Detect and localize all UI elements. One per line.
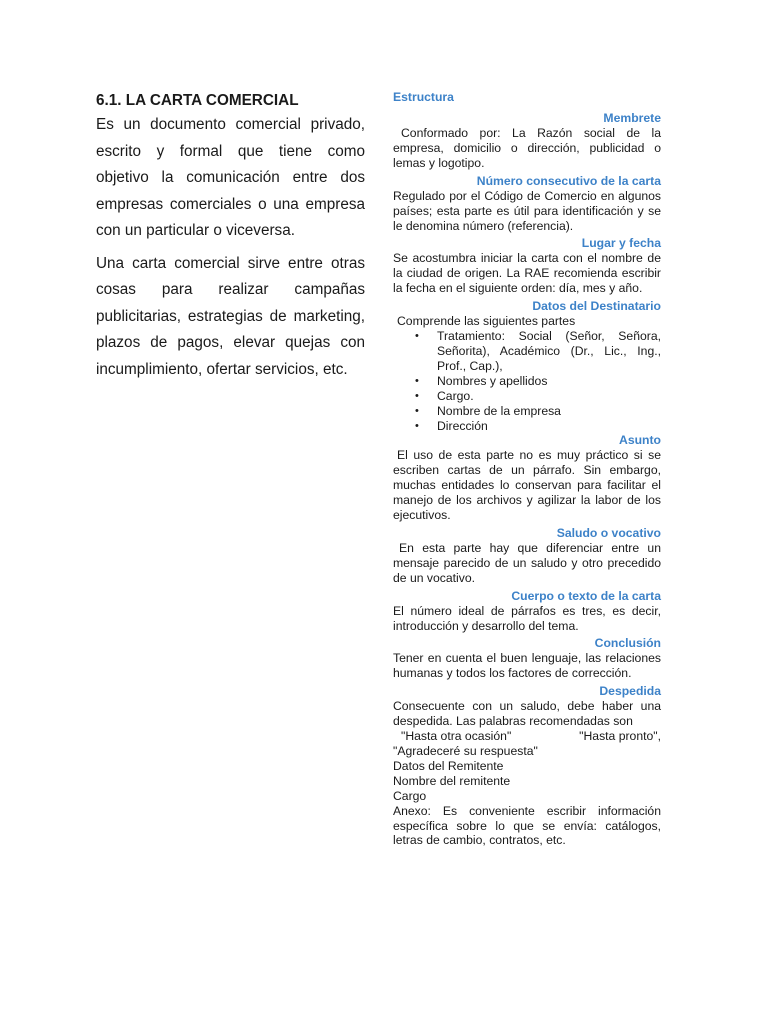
section-text-cuerpo: El número ideal de párrafos es tres, es decir, introducción y desarrollo del tema. (393, 603, 661, 633)
section-text-asunto: El uso de esta parte no es muy práctico si se escriben cartas de un párrafo. Sin embargo, muchas entidades lo conservan para facilitar el manejo de los archivos y agilizar la labor de los ejecutivos. (393, 448, 661, 523)
closing-line: Datos del Remitente (393, 758, 504, 773)
closing-line: Cargo (393, 788, 427, 803)
list-item: • Tratamiento: Social (Señor, Señora, Señorita), Académico (Dr., Lic., Ing., Prof., Cap.), (415, 329, 661, 374)
section-heading-cuerpo: Cuerpo o texto de la carta (511, 588, 661, 603)
section-heading-saludo: Saludo o vocativo (556, 525, 661, 540)
section-text-numero: Regulado por el Código de Comercio en algunos países; esta parte es útil para identificación y se le denomina número (referencia). (393, 188, 661, 233)
section-text-saludo: En esta parte hay que diferenciar entre un mensaje parecido de un saludo y otro precedido de un vocativo. (393, 540, 661, 585)
left-column (96, 90, 365, 389)
section-heading-lugar-fecha: Lugar y fecha (581, 236, 661, 251)
section-text-destinatario: Comprende las siguientes partes (397, 314, 576, 329)
annex-note: Anexo: Es conveniente escribir información específica sobre lo que se envía: catálogos, letras de cambio, contratos, etc. (393, 803, 661, 848)
section-text-despedida: Consecuente con un saludo, debe haber una despedida. Las palabras recomendadas son (393, 699, 661, 729)
right-column (393, 90, 661, 848)
farewell-example: "Hasta otra ocasión" (401, 729, 512, 744)
list-item: • Cargo. (415, 389, 661, 404)
section-heading-despedida: Despedida (599, 684, 661, 699)
farewell-example: "Hasta pronto", (579, 729, 661, 744)
list-item: • Dirección (415, 419, 661, 434)
farewell-examples (393, 729, 661, 744)
definition-paragraph: Es un documento comercial privado, escrito y formal que tiene como objetivo la comunicación entre dos empresas comerciales o una empresa con un particular o viceversa. (96, 116, 365, 239)
farewell-example: "Agradeceré su respuesta" (393, 744, 538, 758)
purpose-paragraph: Una carta comercial sirve entre otras cosas para realizar campañas publicitarias, estrategias de marketing, plazos de pagos, elevar quejas con incumplimiento, ofertar servicios, etc. (96, 254, 365, 378)
list-item: • Nombres y apellidos (415, 374, 661, 389)
section-text-lugar-fecha: Se acostumbra iniciar la carta con el nombre de la ciudad de origen. La RAE recomienda escribir la fecha en el siguiente orden: día, mes y año. (393, 251, 661, 296)
closing-line: Nombre del remitente (393, 773, 511, 788)
section-text-conclusion: Tener en cuenta el buen lenguaje, las relaciones humanas y todos los factores de corrección. (393, 651, 661, 681)
list-item: • Nombre de la empresa (415, 404, 661, 419)
section-heading-membrete: Membrete (603, 111, 661, 125)
structure-heading: Estructura (393, 90, 454, 104)
section-heading-conclusion: Conclusión (594, 636, 661, 651)
section-heading-numero: Número consecutivo de la carta (476, 173, 661, 188)
section-heading-destinatario: Datos del Destinatario (532, 299, 661, 314)
document-title: 6.1. LA CARTA COMERCIAL (96, 92, 299, 109)
section-heading-asunto: Asunto (619, 433, 661, 448)
section-text-membrete: Conformado por: La Razón social de la empresa, domicilio o dirección, publicidad o lemas y logotipo. (393, 126, 661, 170)
destinatario-list (415, 329, 661, 433)
